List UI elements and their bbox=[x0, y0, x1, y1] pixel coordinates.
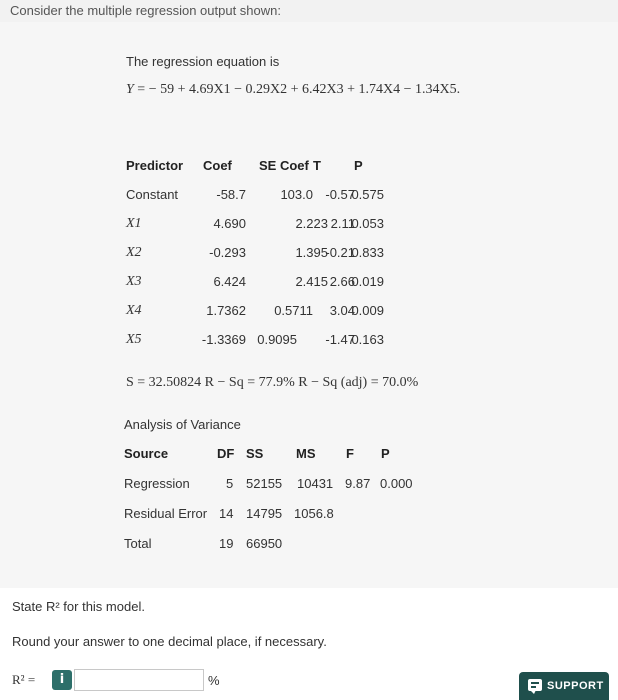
percent-unit: % bbox=[208, 673, 220, 688]
regression-equation bbox=[126, 82, 460, 98]
p-value: 0.833 bbox=[351, 245, 384, 260]
anova-ss: 52155 bbox=[246, 476, 283, 491]
coef-value: -0.293 bbox=[209, 245, 246, 260]
anova-ms: 10431 bbox=[297, 476, 334, 491]
t-value: -0.21 bbox=[325, 245, 355, 260]
coef-value: 1.7362 bbox=[206, 303, 246, 318]
col-header-predictor: Predictor bbox=[126, 158, 184, 173]
col-header-se-coef: SE Coef bbox=[259, 158, 309, 173]
p-value: 0.053 bbox=[351, 216, 384, 231]
coef-value: -1.3369 bbox=[201, 332, 246, 347]
anova-df: 14 bbox=[219, 506, 234, 521]
predictor-name: X3 bbox=[126, 274, 142, 289]
chat-icon bbox=[528, 679, 542, 691]
predictor-name: X2 bbox=[126, 245, 142, 260]
se-coef-value: 1.395 bbox=[295, 245, 328, 260]
se-coef-value: 2.415 bbox=[295, 274, 328, 289]
question-prompt: State R² for this model. bbox=[12, 599, 145, 614]
anova-p: 0.000 bbox=[380, 476, 413, 491]
p-value: 0.163 bbox=[351, 332, 384, 347]
predictor-name: X4 bbox=[126, 303, 142, 318]
se-coef-value: 103.0 bbox=[280, 187, 313, 202]
anova-header-p: P bbox=[381, 446, 390, 461]
col-header-coef: Coef bbox=[203, 158, 232, 173]
anova-f: 9.87 bbox=[345, 476, 371, 491]
col-header-t: T bbox=[313, 158, 321, 173]
info-icon[interactable]: i bbox=[52, 670, 72, 690]
anova-source: Regression bbox=[124, 476, 190, 491]
equation-label: The regression equation is bbox=[126, 54, 280, 69]
col-header-p: P bbox=[354, 158, 363, 173]
coef-value: -58.7 bbox=[216, 187, 246, 202]
anova-header-ss: SS bbox=[246, 446, 264, 461]
anova-source: Residual Error bbox=[124, 506, 208, 521]
predictor-name: Constant bbox=[126, 187, 179, 202]
anova-header-f: F bbox=[346, 446, 354, 461]
anova-ms: 1056.8 bbox=[294, 506, 334, 521]
anova-ss: 66950 bbox=[246, 536, 283, 551]
support-button-label: SUPPORT bbox=[547, 680, 604, 692]
coef-value: 6.424 bbox=[213, 274, 246, 289]
anova-header-ms: MS bbox=[296, 446, 316, 461]
anova-df: 5 bbox=[226, 476, 234, 491]
coef-value: 4.690 bbox=[213, 216, 246, 231]
p-value: 0.575 bbox=[351, 187, 384, 202]
support-button[interactable] bbox=[519, 672, 609, 700]
anova-df: 19 bbox=[219, 536, 234, 551]
anova-title: Analysis of Variance bbox=[124, 417, 241, 432]
r-squared-input[interactable] bbox=[74, 669, 204, 691]
equation-lhs: Y bbox=[126, 82, 134, 97]
t-value: -1.47 bbox=[325, 332, 355, 347]
anova-header-df: DF bbox=[217, 446, 235, 461]
anova-source: Total bbox=[124, 536, 152, 551]
se-coef-value: 2.223 bbox=[295, 216, 328, 231]
equation-rhs: = − 59 + 4.69X1 − 0.29X2 + 6.42X3 + 1.74X4 − 1.34X5. bbox=[137, 82, 461, 97]
predictor-name: X5 bbox=[126, 332, 142, 347]
intro-text: Consider the multiple regression output shown: bbox=[10, 3, 281, 18]
answer-label: R² = bbox=[12, 672, 36, 687]
t-value: 3.04 bbox=[329, 303, 355, 318]
p-value: 0.009 bbox=[351, 303, 384, 318]
predictor-name: X1 bbox=[126, 216, 142, 231]
t-value: 2.11 bbox=[330, 216, 355, 231]
anova-header-source: Source bbox=[124, 446, 169, 461]
anova-ss: 14795 bbox=[246, 506, 283, 521]
summary-stats: S = 32.50824 R − Sq = 77.9% R − Sq (adj) = 70.0% bbox=[126, 375, 419, 390]
se-coef-value: 0.9095 bbox=[257, 332, 297, 347]
t-value: -0.57 bbox=[325, 187, 355, 202]
se-coef-value: 0.5711 bbox=[274, 303, 313, 318]
t-value: 2.66 bbox=[329, 274, 355, 289]
rounding-instruction: Round your answer to one decimal place, if necessary. bbox=[12, 634, 327, 649]
p-value: 0.019 bbox=[351, 274, 384, 289]
